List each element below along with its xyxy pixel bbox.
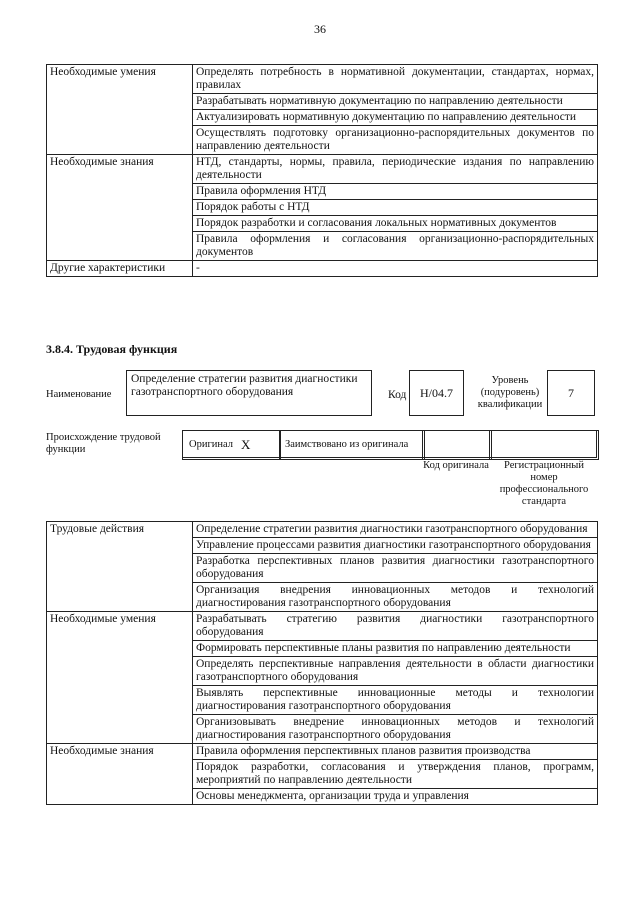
row-label: Необходимые умения xyxy=(47,612,193,744)
origin-label: Происхождение трудовой функции xyxy=(46,432,161,455)
list-item: Определять потребность в нормативной документации, стандартах, нормах, правилах xyxy=(193,65,598,94)
list-item: Осуществлять подготовку организационно-распорядительных документов по направлению деятельности xyxy=(193,126,598,155)
level-label: Уровень (подуровень) квалификации xyxy=(477,375,543,410)
list-item: Разрабатывать стратегию развития диагностики газотранспортного оборудования xyxy=(193,612,598,641)
reg-number-caption: Регистрационный номер профессионального стандарта xyxy=(499,460,589,507)
list-item: Правила оформления перспективных планов развития производства xyxy=(193,744,598,760)
list-item: Правила оформления НТД xyxy=(193,184,598,200)
table-row xyxy=(47,522,598,538)
table-row xyxy=(47,65,598,94)
function-name-value: Определение стратегии развития диагностики газотранспортного оборудования xyxy=(131,373,358,398)
row-label: Другие характеристики xyxy=(47,261,193,277)
row-label: Трудовые действия xyxy=(47,522,193,612)
code-original-caption: Код оригинала xyxy=(423,460,489,471)
list-item: Правила оформления и согласования организационно-распорядительных документов xyxy=(193,232,598,261)
list-item: Определять перспективные направления деятельности в области диагностики газотранспортного оборудования xyxy=(193,657,598,686)
competency-table-2 xyxy=(46,521,598,805)
table-row xyxy=(47,612,598,641)
list-item: Управление процессами развития диагностики газотранспортного оборудования xyxy=(193,538,598,554)
table-row xyxy=(47,155,598,184)
list-item: - xyxy=(193,261,598,277)
list-item: Организация внедрения инновационных методов и технологий диагностирования газотранспортного оборудования xyxy=(193,583,598,612)
list-item: Основы менеджмента, организации труда и управления xyxy=(193,789,598,805)
origin-box xyxy=(182,430,597,458)
original-label: Оригинал xyxy=(189,439,233,450)
list-item: Порядок разработки, согласования и утверждения планов, программ, мероприятий по направлению деятельности xyxy=(193,760,598,789)
level-value-box xyxy=(547,370,595,416)
borrowed-cell xyxy=(279,430,425,460)
name-label: Наименование xyxy=(46,389,112,400)
list-item: Актуализировать нормативную документацию по направлению деятельности xyxy=(193,110,598,126)
level-value: 7 xyxy=(568,385,574,400)
code-label: Код xyxy=(388,389,407,401)
section-heading: 3.8.4. Трудовая функция xyxy=(46,342,178,356)
code-value-box xyxy=(409,370,464,416)
list-item: Порядок работы с НТД xyxy=(193,200,598,216)
table-row xyxy=(47,744,598,760)
row-label: Необходимые знания xyxy=(47,155,193,261)
list-item: Организовывать внедрение инновационных методов и технологий диагностирования газотранспортного оборудования xyxy=(193,715,598,744)
table-row xyxy=(47,261,598,277)
list-item: Формировать перспективные планы развития по направлению деятельности xyxy=(193,641,598,657)
competency-table-1 xyxy=(46,64,598,277)
list-item: Разработка перспективных планов развития диагностики газотранспортного оборудования xyxy=(193,554,598,583)
row-label: Необходимые умения xyxy=(47,65,193,155)
page-number: 36 xyxy=(314,22,326,36)
list-item: НТД, стандарты, нормы, правила, периодические издания по направлению деятельности xyxy=(193,155,598,184)
borrowed-label: Заимствовано из оригинала xyxy=(285,439,409,450)
row-label: Необходимые знания xyxy=(47,744,193,805)
code-value: Н/04.7 xyxy=(420,385,453,400)
function-name-box xyxy=(126,370,372,416)
original-cell xyxy=(182,430,281,460)
list-item: Определение стратегии развития диагностики газотранспортного оборудования xyxy=(193,522,598,538)
list-item: Порядок разработки и согласования локальных нормативных документов xyxy=(193,216,598,232)
original-mark: X xyxy=(241,437,251,452)
list-item: Разрабатывать нормативную документацию по направлению деятельности xyxy=(193,94,598,110)
code-original-cell xyxy=(422,430,492,460)
reg-number-cell xyxy=(489,430,599,460)
list-item: Выявлять перспективные инновационные методы и технологии диагностирования газотранспортного оборудования xyxy=(193,686,598,715)
